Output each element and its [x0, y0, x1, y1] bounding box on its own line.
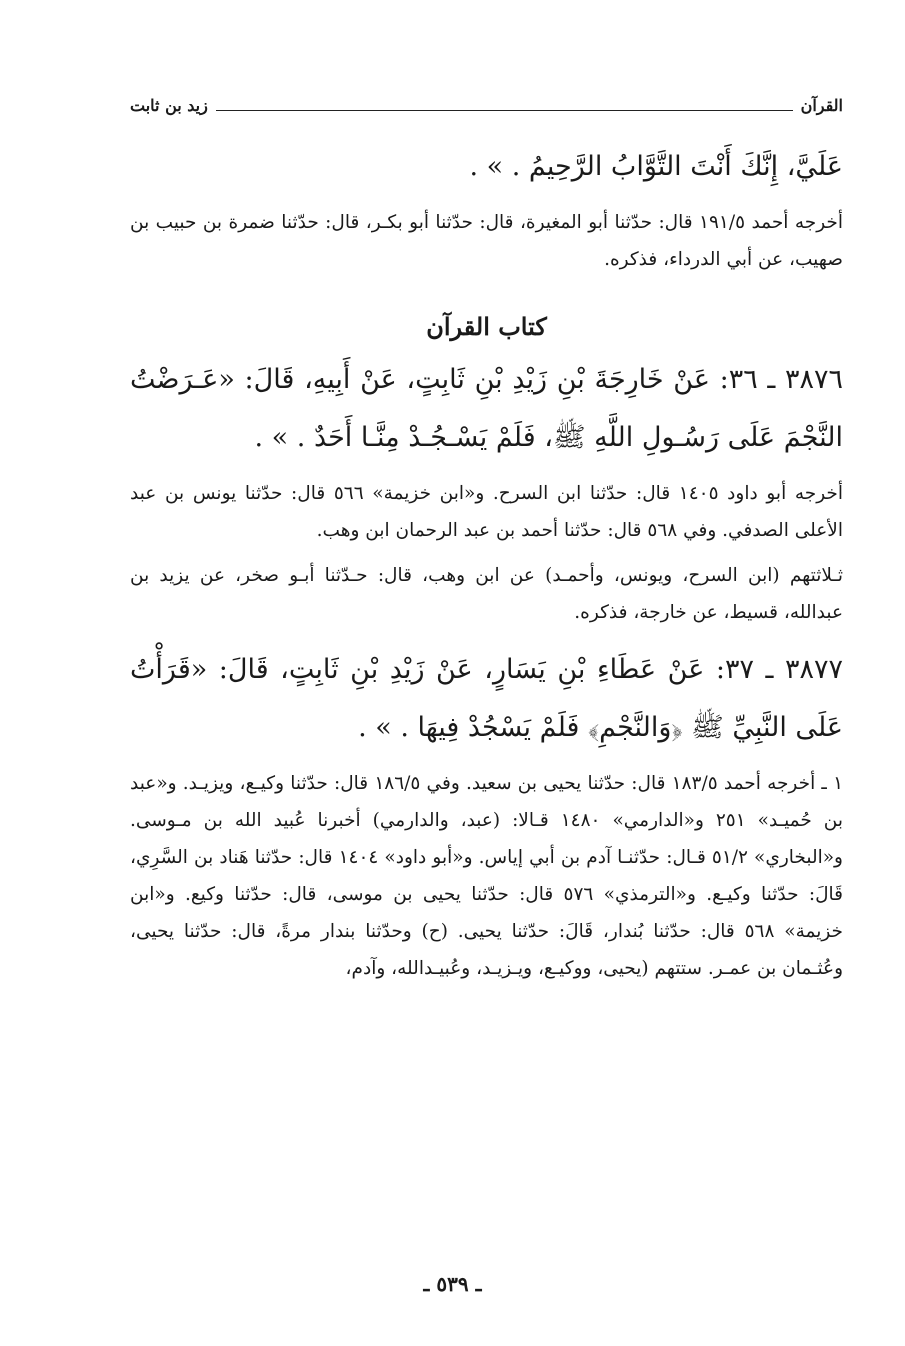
header-chapter-title: زيد بن ثابت	[130, 96, 208, 115]
hadith-text: ٣٨٧٧ ـ ٣٧: عَنْ عَطَاءِ بْنِ يَسَارٍ، عَنْ زَيْدِ بْنِ ثَابِتٍ، قَالَ: «قَرَأْتُ عَلَى النَّبِيِّ ﷺ ﴿وَالنَّجْمِ﴾ فَلَمْ يَسْجُدْ فِيهَا . » .	[130, 654, 843, 743]
takhrij-paragraph: ١ ـ أخرجه أحمد ١٨٣/٥ قال: حدّثنا يحيى بن سعيد. وفي ١٨٦/٥ قال: حدّثنا وكيـع، ويزيـد. و«عبد بن حُميـد» ٢٥١ و«الدارمي» ١٤٨٠ قـالا: (عبد، والدارمي) أخبرنا عُبيد الله بن مـوسى. و«البخاري» ٥١/٢ قـال: حدّثنـا آدم بن أبي إياس. و«أبو داود» ١٤٠٤ قال: حدّثنا هَناد بن السَّرِي، قَالَ: حدّثنا وكيـع. و«الترمذي» ٥٧٦ قال: حدّثنا يحيى بن موسى، قال: حدّثنا وكيع. و«ابن خزيمة» ٥٦٨ قال: حدّثنا بُندار، قَالَ: حدّثنا يحيى. (ح) وحدّثنا بندار مرةً، قال: حدّثنا يحيى، وعُثـمان بن عمـر. ستتهم (يحيى، ووكيـع، ويـزيـد، وعُبيـدالله، وآدم،	[130, 773, 844, 979]
page-body	[130, 96, 843, 987]
page-number: ـ ٥٣٩ ـ	[423, 1272, 482, 1296]
hadith-text: ٣٨٧٦ ـ ٣٦: عَنْ خَارِجَةَ بْنِ زَيْدِ بْنِ ثَابِتٍ، عَنْ أَبِيهِ، قَالَ: «عَـرَضْتُ النَّجْمَ عَلَى رَسُـولِ اللَّهِ ﷺ، فَلَمْ يَسْـجُـدْ مِنَّـا أَحَدٌ . » .	[130, 364, 843, 453]
running-header	[130, 96, 843, 122]
header-book-title: القرآن	[800, 96, 843, 115]
hadith-text: عَلَيَّ، إِنَّكَ أَنْتَ التَّوَّابُ الرَّحِيمُ . » .	[469, 151, 843, 182]
takhrij-paragraph: أخرجه أبو داود ١٤٠٥ قال: حدّثنا ابن السرح. و«ابن خزيمة» ٥٦٦ قال: حدّثنا يونس بن عبد الأعلى الصدفي. وفي ٥٦٨ قال: حدّثنا أحمد بن عبد الرحمان ابن وهب.	[130, 483, 843, 541]
takhrij-paragraph: ثـلاثتهم (ابن السرح، ويونس، وأحمـد) عن ابن وهب، قال: حـدّثنا أبـو صخر، عن يزيد بن عبدالله، قسيط، عن خارجة، فذكره.	[130, 565, 843, 623]
takhrij-paragraph: أخرجه أحمد ١٩١/٥ قال: حدّثنا أبو المغيرة، قال: حدّثنا أبو بكـر، قال: حدّثنا ضمرة بن حبيب بن صهيب، عن أبي الدرداء، فذكره.	[130, 212, 843, 270]
section-title: كتاب القرآن	[426, 312, 547, 341]
header-rule	[216, 110, 793, 111]
